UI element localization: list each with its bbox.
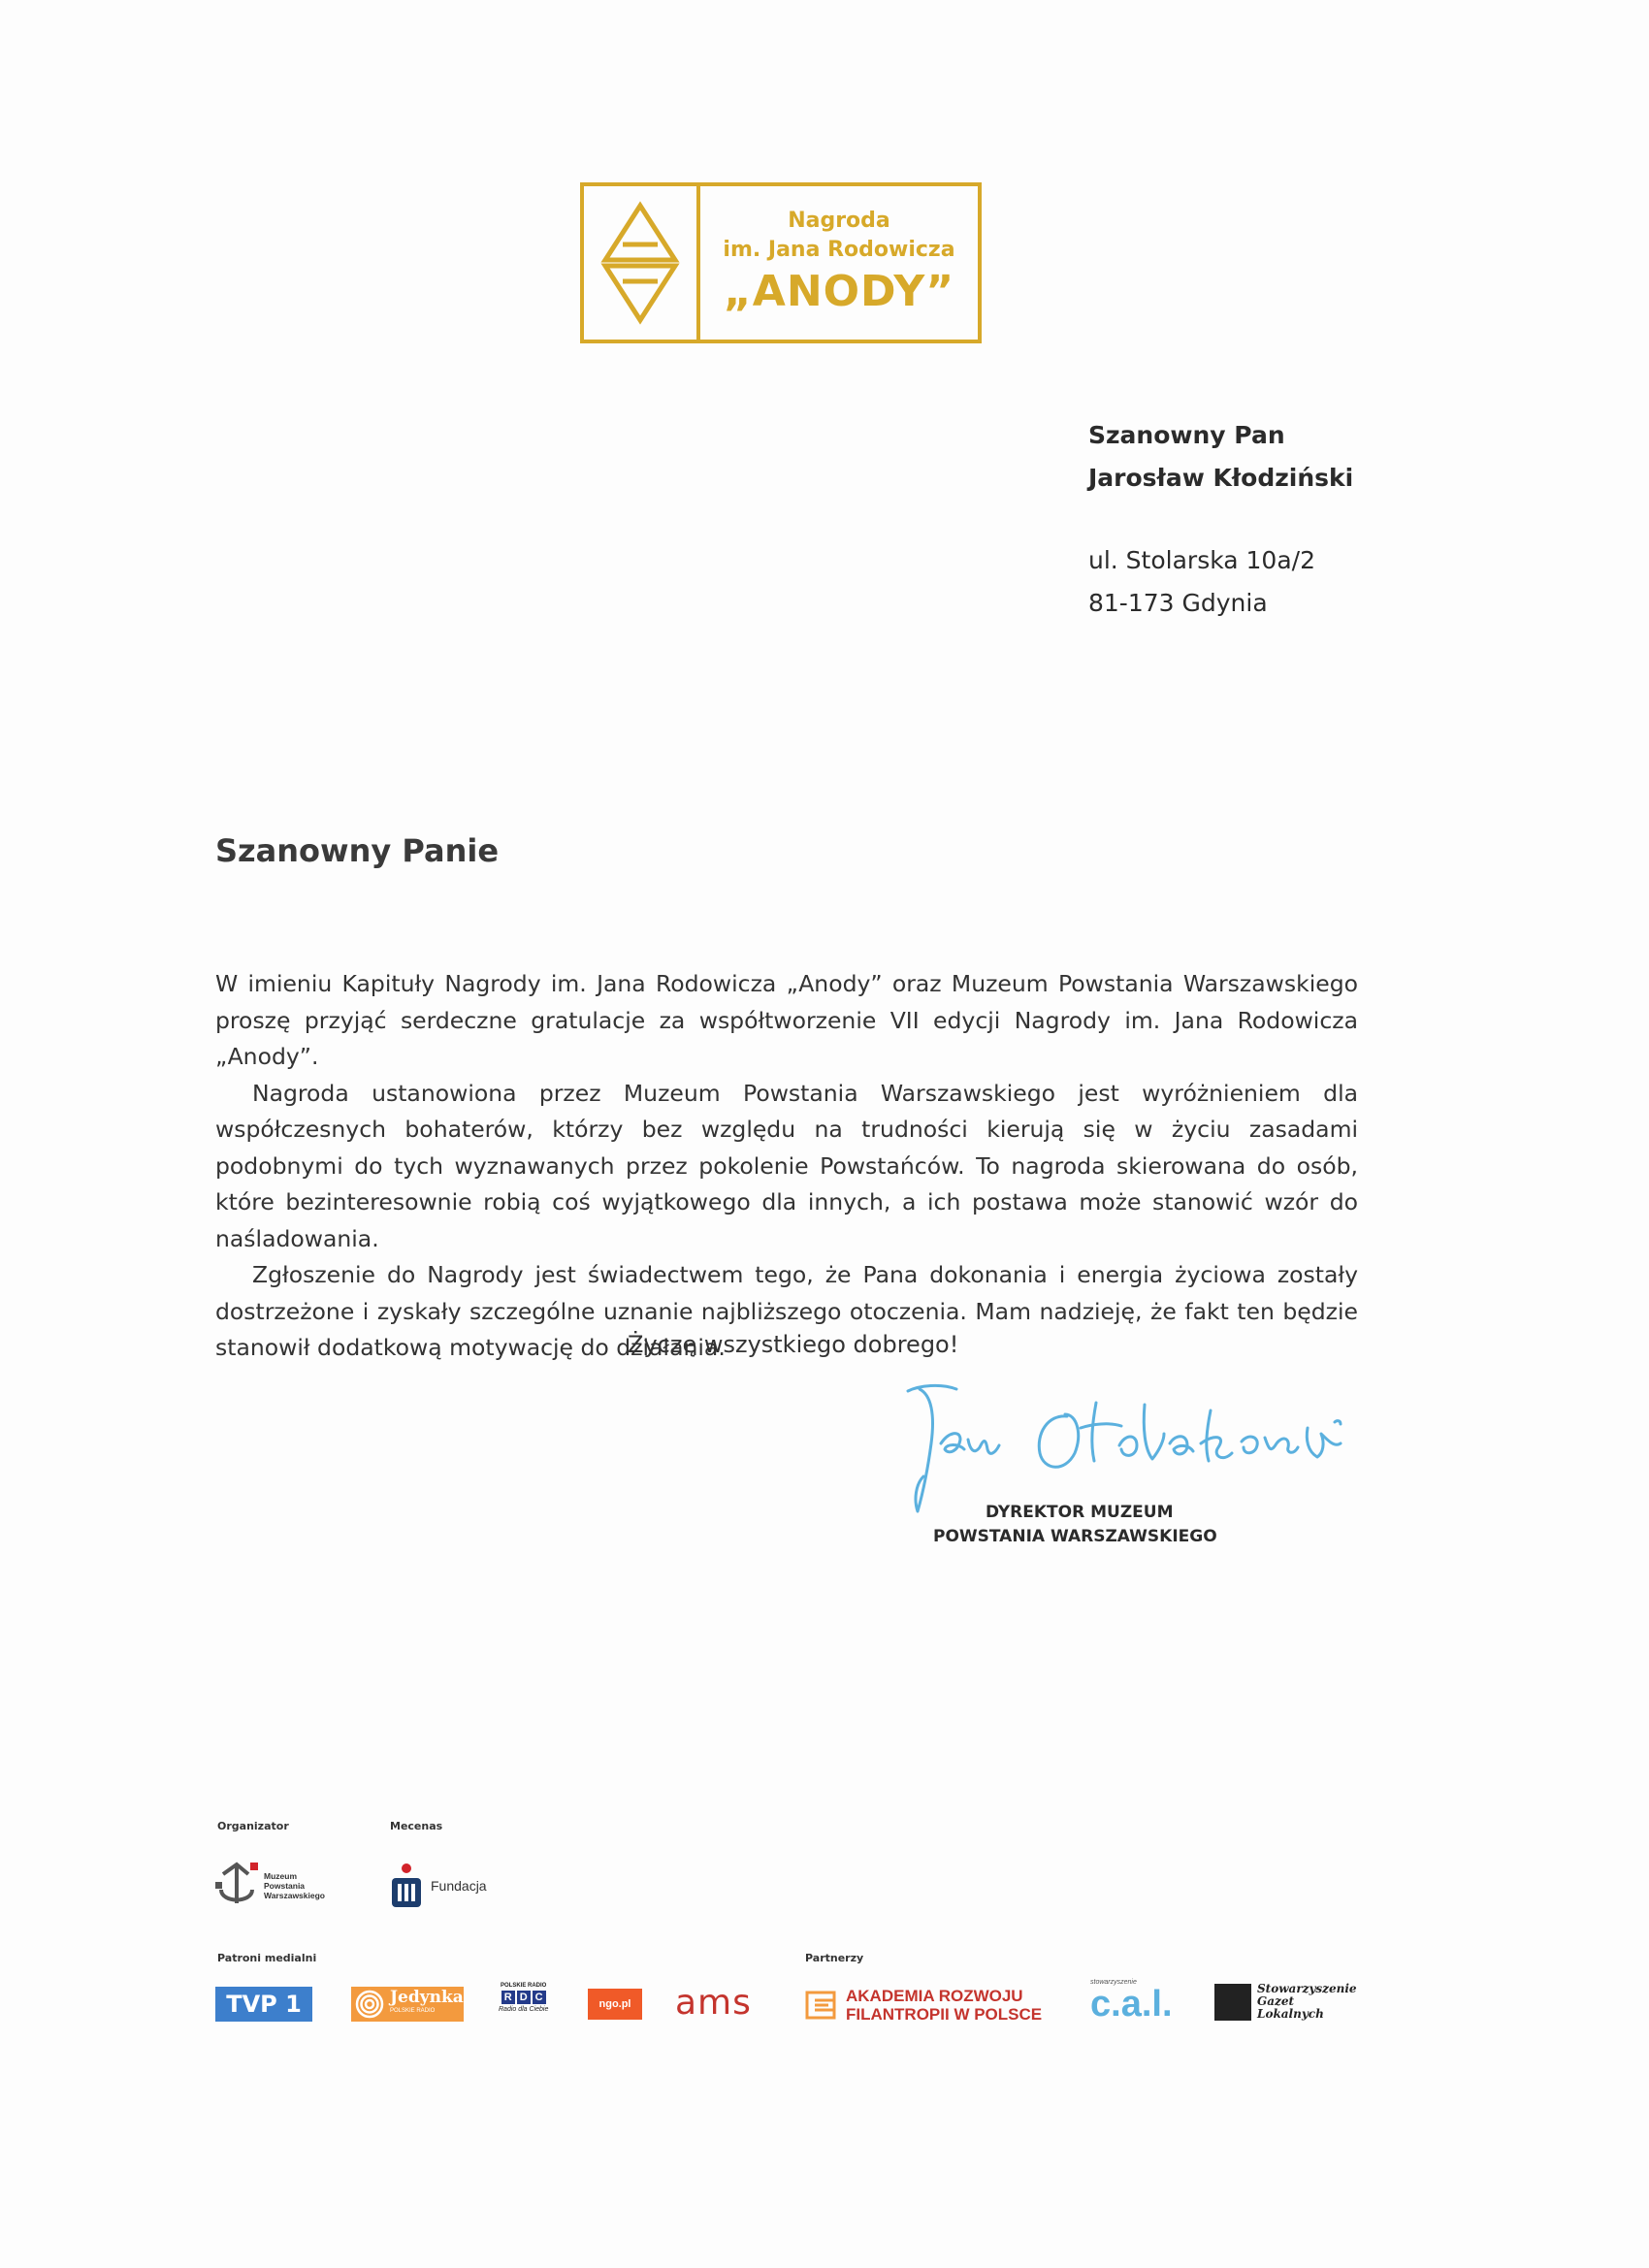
director-line-2: POWSTANIA WARSZAWSKIEGO: [933, 1527, 1217, 1546]
logo-line-name: im. Jana Rodowicza: [723, 238, 955, 262]
patron-label: Mecenas: [390, 1820, 443, 1832]
akademia-mark-icon: [805, 1989, 838, 2022]
rdc-logo: POLSKIE RADIO R D C Radio dla Ciebie: [499, 1983, 549, 2013]
sgl-logo: Stowarzyszenie Gazet Lokalnych: [1214, 1983, 1357, 2021]
logo-line-anody: „ANODY”: [723, 267, 955, 316]
partners-label: Partnerzy: [805, 1952, 864, 1964]
pko-foundation-logo: [390, 1863, 487, 1909]
recipient-city: 81-173 Gdynia: [1088, 589, 1268, 617]
radio-waves-icon: [355, 1990, 384, 2019]
paragraph-3: Zgłoszenie do Nagrody jest świadectwem tego, że Pana dokonania i energia życiowa zostały dostrzeżone i zyskały szczególne uznanie najbliższego otoczenia. Mam nadzieję, że fakt ten będzie stanowił dodatkową motywację do działania.: [215, 1261, 1358, 1361]
recipient-title: Szanowny Pan: [1088, 421, 1285, 449]
jedynka-logo: Jedynka POLSKIE RADIO: [351, 1987, 464, 2022]
logo-text: [700, 186, 978, 340]
anchor-sign-icon: [215, 1861, 260, 1911]
recipient-name: Jarosław Kłodziński: [1088, 464, 1354, 492]
museum-name: Muzeum Powstania Warszawskiego: [264, 1871, 325, 1900]
museum-logo: [215, 1861, 325, 1911]
ams-logo: ams: [675, 1983, 752, 2023]
sgl-mark-icon: [1214, 1984, 1251, 2021]
anody-triangle-icon: [584, 186, 700, 340]
organizer-label: Organizator: [217, 1820, 289, 1832]
foundation-label: Fundacja: [431, 1878, 487, 1894]
recipient-street: ul. Stolarska 10a/2: [1088, 546, 1315, 574]
anody-logo: [580, 182, 982, 343]
akademia-logo: AKADEMIA ROZWOJU FILANTROPII W POLSCE: [805, 1987, 1042, 2024]
signatory-title: [933, 1501, 1217, 1549]
paragraph-2: Nagroda ustanowiona przez Muzeum Powstania Warszawskiego jest wyróżnieniem dla współczesnych bohaterów, którzy bez względu na trudności kierują się w życiu zasadami podobnymi do tych wyznawanych przez pokolenie Powstańców. To nagroda skierowana do osób, które bezinteresownie robią coś wyjątkowego dla innych, a ich postawa może stanowić wzór do naśladowania.: [215, 1079, 1358, 1252]
director-line-1: DYREKTOR MUZEUM: [986, 1503, 1174, 1522]
tvp1-logo: TVP 1: [215, 1987, 312, 2022]
pko-icon: [390, 1863, 423, 1909]
paragraph-1: W imieniu Kapituły Nagrody im. Jana Rodowicza „Anody” oraz Muzeum Powstania Warszawskiego proszę przyjąć serdeczne gratulacje za współtworzenie VII edycji Nagrody im. Jana Rodowicza „Anody”.: [215, 970, 1358, 1070]
media-patrons-label: Patroni medialni: [217, 1952, 317, 1964]
cal-logo: stowarzyszenie c.a.l.: [1090, 1979, 1173, 2025]
letter-body: [215, 966, 1358, 1367]
closing-line: Życzę wszystkiego dobrego!: [628, 1331, 959, 1358]
salutation: Szanowny Panie: [215, 832, 500, 869]
logo-line-nagroda: Nagroda: [788, 209, 890, 233]
ngo-pl-logo: ngo.pl: [588, 1989, 642, 2020]
